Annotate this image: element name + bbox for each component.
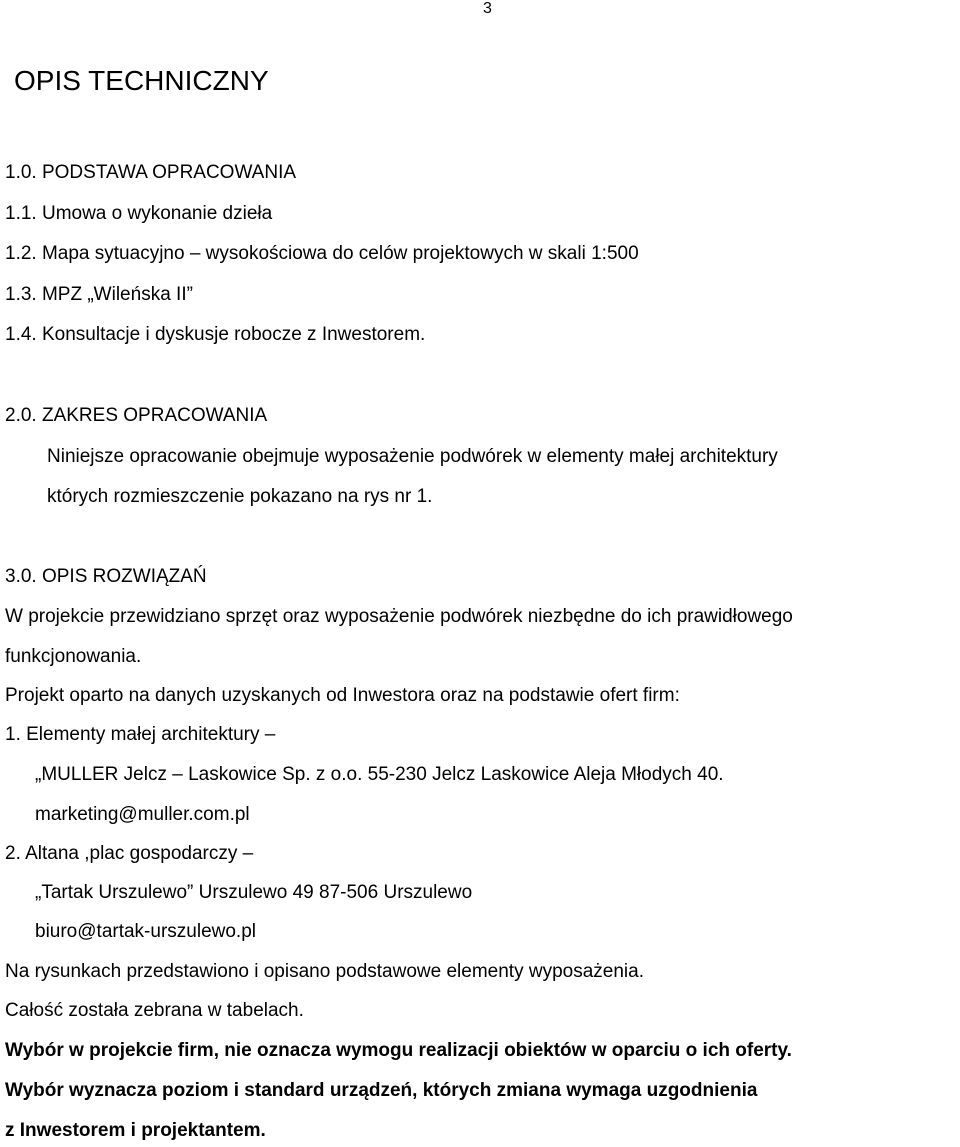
paragraph-line: Niniejsze opracowanie obejmuje wyposażenie podwórek w elementy małej architektury — [47, 446, 778, 467]
section-heading-1: 1.0. PODSTAWA OPRACOWANIA — [5, 162, 297, 183]
firm-1-email: marketing@muller.com.pl — [35, 804, 250, 825]
firm-2-name: „Tartak Urszulewo” Urszulewo 49 87-506 Urszulewo — [35, 882, 473, 903]
bold-statement-1: Wybór w projekcie firm, nie oznacza wymogu realizacji obiektów w oparciu o ich oferty. — [5, 1040, 792, 1061]
bold-statement-2: Wybór wyznacza poziom i standard urządzeń, których zmiana wymaga uzgodnienia — [5, 1080, 758, 1101]
list-item: 1.4. Konsultacje i dyskusje robocze z Inwestorem. — [5, 324, 426, 345]
firm-1-label: 1. Elementy małej architektury – — [5, 724, 276, 745]
list-item: 1.2. Mapa sytuacyjno – wysokościowa do celów projektowych w skali 1:500 — [5, 243, 639, 264]
document-title: OPIS TECHNICZNY — [14, 65, 269, 96]
paragraph: Projekt oparto na danych uzyskanych od Inwestora oraz na podstawie ofert firm: — [5, 685, 680, 706]
bold-statement-2-continued: z Inwestorem i projektantem. — [5, 1120, 266, 1141]
paragraph-line: których rozmieszczenie pokazano na rys nr 1. — [47, 486, 433, 507]
page-number: 3 — [483, 0, 492, 17]
firm-2-label: 2. Altana ,plac gospodarczy – — [5, 843, 254, 864]
paragraph-line: W projekcie przewidziano sprzęt oraz wyposażenie podwórek niezbędne do ich prawidłowego — [5, 606, 793, 627]
list-item: 1.3. MPZ „Wileńska II” — [5, 284, 193, 305]
firm-1-name: „MULLER Jelcz – Laskowice Sp. z o.o. 55-230 Jelcz Laskowice Aleja Młodych 40. — [35, 764, 724, 785]
section-heading-2: 2.0. ZAKRES OPRACOWANIA — [5, 405, 268, 426]
section-heading-3: 3.0. OPIS ROZWIĄZAŃ — [5, 566, 207, 587]
paragraph: Na rysunkach przedstawiono i opisano podstawowe elementy wyposażenia. — [5, 961, 644, 982]
paragraph-line: funkcjonowania. — [5, 646, 142, 667]
list-item: 1.1. Umowa o wykonanie dzieła — [5, 203, 273, 224]
firm-2-email: biuro@tartak-urszulewo.pl — [35, 921, 256, 942]
paragraph: Całość została zebrana w tabelach. — [5, 1000, 304, 1021]
